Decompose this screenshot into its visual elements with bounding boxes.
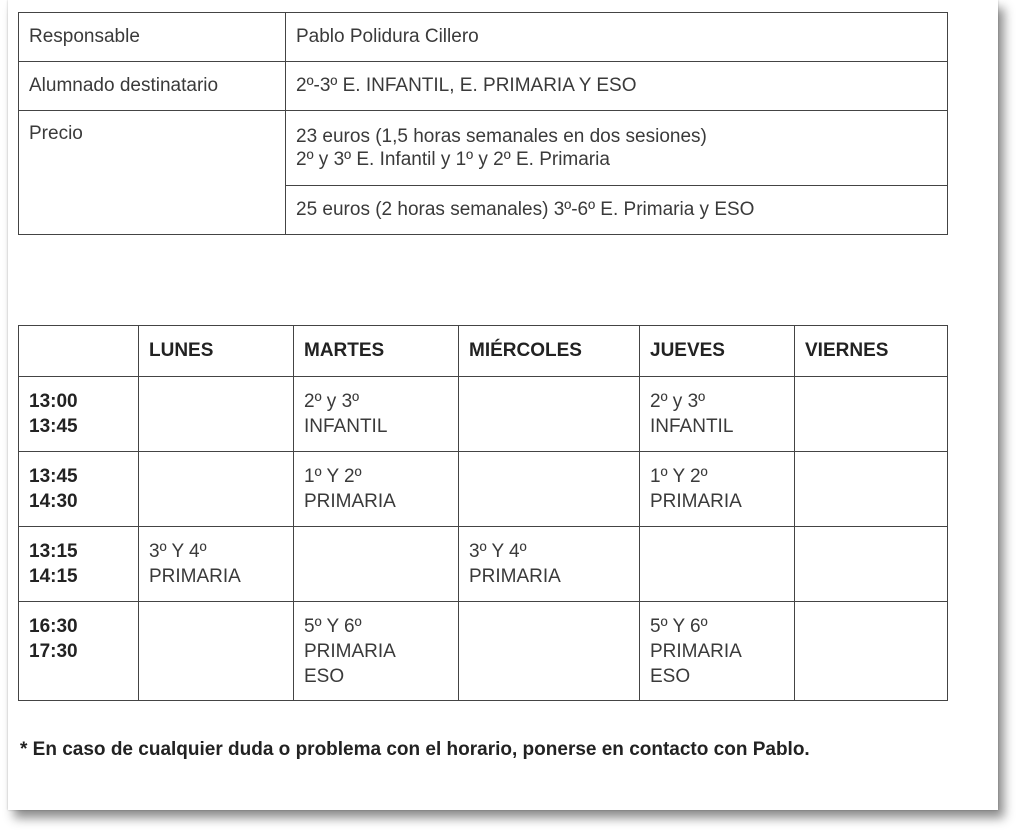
schedule-row — [19, 527, 948, 602]
header-corner — [19, 326, 139, 377]
cell-jueves — [640, 602, 795, 701]
time-end: 14:15 — [29, 566, 78, 587]
cell-text: 3º Y 4º — [149, 541, 207, 562]
cell-text: PRIMARIA — [304, 491, 396, 512]
time-start: 13:15 — [29, 541, 78, 562]
responsable-label: Responsable — [19, 13, 286, 62]
cell-text: 5º Y 6º — [650, 616, 708, 637]
cell-text: PRIMARIA — [650, 491, 742, 512]
cell-jueves — [640, 527, 795, 602]
cell-text: PRIMARIA — [650, 641, 742, 662]
cell-jueves — [640, 452, 795, 527]
cell-text: PRIMARIA — [149, 566, 241, 587]
cell-text: 1º Y 2º — [650, 466, 708, 487]
info-row-precio — [19, 111, 948, 186]
cell-viernes — [795, 452, 948, 527]
header-viernes: VIERNES — [795, 326, 948, 377]
cell-lunes — [139, 377, 294, 452]
cell-text: PRIMARIA — [304, 641, 396, 662]
schedule-row — [19, 452, 948, 527]
cell-lunes — [139, 602, 294, 701]
header-martes: MARTES — [294, 326, 459, 377]
time-cell — [19, 602, 139, 701]
cell-text: 3º Y 4º — [469, 541, 527, 562]
cell-viernes — [795, 527, 948, 602]
cell-text: ESO — [304, 666, 345, 687]
time-start: 13:45 — [29, 466, 78, 487]
cell-lunes — [139, 452, 294, 527]
cell-miercoles — [459, 527, 640, 602]
time-end: 17:30 — [29, 641, 78, 662]
alumnado-value: 2º-3º E. INFANTIL, E. PRIMARIA Y ESO — [286, 62, 948, 111]
schedule-table — [18, 325, 948, 701]
cell-martes — [294, 377, 459, 452]
info-row-responsable — [19, 13, 948, 62]
cell-viernes — [795, 377, 948, 452]
responsable-value: Pablo Polidura Cillero — [286, 13, 948, 62]
cell-martes — [294, 527, 459, 602]
precio-value-2: 25 euros (2 horas semanales) 3º-6º E. Primaria y ESO — [286, 186, 948, 235]
cell-text: 2º y 3º — [650, 391, 706, 412]
time-cell — [19, 527, 139, 602]
cell-text: 2º y 3º — [304, 391, 360, 412]
precio-value-1 — [286, 111, 948, 186]
schedule-row — [19, 377, 948, 452]
cell-martes — [294, 452, 459, 527]
schedule-header-row — [19, 326, 948, 377]
cell-lunes — [139, 527, 294, 602]
cell-martes — [294, 602, 459, 701]
header-miercoles: MIÉRCOLES — [459, 326, 640, 377]
time-cell — [19, 452, 139, 527]
cell-text: INFANTIL — [650, 416, 734, 437]
alumnado-label: Alumnado destinatario — [19, 62, 286, 111]
time-start: 13:00 — [29, 391, 78, 412]
cell-miercoles — [459, 602, 640, 701]
cell-text: PRIMARIA — [469, 566, 561, 587]
cell-text: ESO — [650, 666, 691, 687]
time-end: 13:45 — [29, 416, 78, 437]
time-start: 16:30 — [29, 616, 78, 637]
header-lunes: LUNES — [139, 326, 294, 377]
footnote: * En caso de cualquier duda o problema con el horario, ponerse en contacto con Pablo. — [20, 739, 810, 760]
info-row-alumnado — [19, 62, 948, 111]
cell-text: INFANTIL — [304, 416, 388, 437]
cell-viernes — [795, 602, 948, 701]
cell-miercoles — [459, 452, 640, 527]
precio-label: Precio — [19, 111, 286, 235]
cell-text: 5º Y 6º — [304, 616, 362, 637]
cell-text: 1º Y 2º — [304, 466, 362, 487]
header-jueves: JUEVES — [640, 326, 795, 377]
time-end: 14:30 — [29, 491, 78, 512]
time-cell — [19, 377, 139, 452]
schedule-row — [19, 602, 948, 701]
precio-1-line1: 23 euros (1,5 horas semanales en dos sesiones) — [296, 126, 707, 147]
precio-1-line2: 2º y 3º E. Infantil y 1º y 2º E. Primaria — [296, 149, 610, 170]
info-table — [18, 12, 948, 235]
cell-miercoles — [459, 377, 640, 452]
cell-jueves — [640, 377, 795, 452]
